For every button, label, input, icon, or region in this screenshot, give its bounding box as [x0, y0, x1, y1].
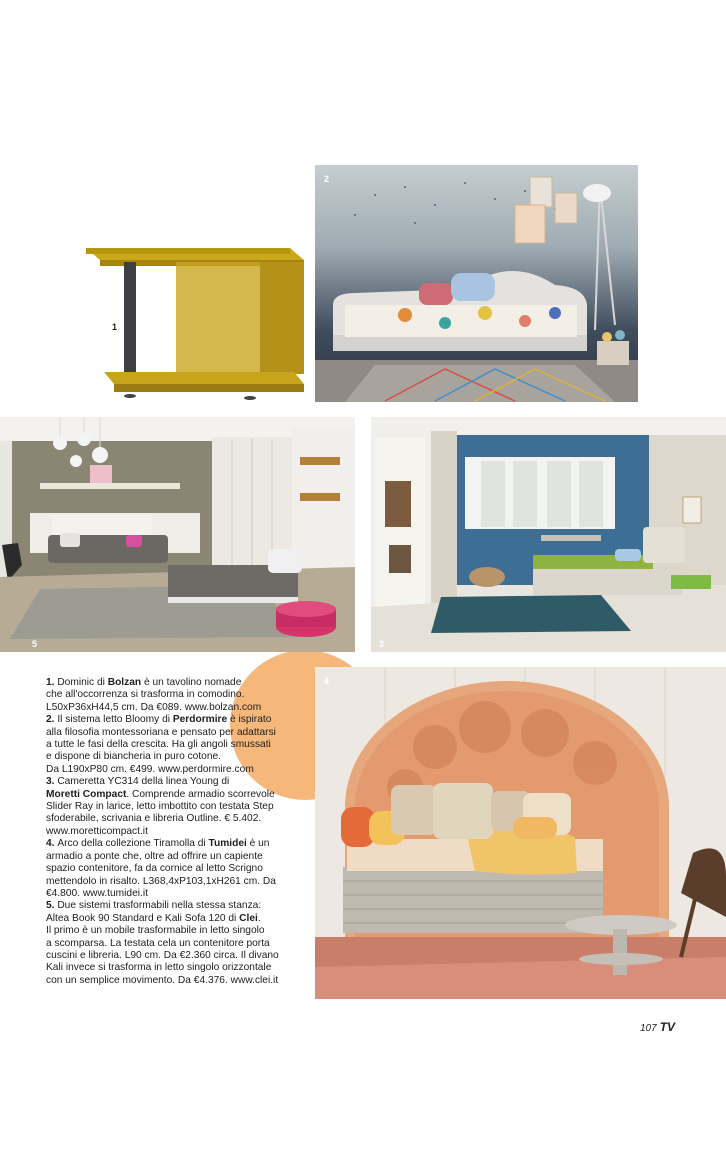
caption-line: 4. Arco della collezione Tiramolla di Tumidei è un [46, 838, 270, 850]
caption-line: armadio a ponte che, oltre ad offrire un capiente [46, 850, 263, 862]
caption-line: con un semplice movimento. Da €4.376. www.clei.it [46, 974, 279, 986]
photo-number: 4 [324, 676, 330, 686]
photo-number: 2 [324, 174, 330, 184]
caption-line: spazio contenitore, fa da cornice al letto Scrigno [46, 863, 263, 875]
brand-name: Moretti Compact [46, 788, 127, 800]
caption-line: Slider Ray in larice, letto imbottito con testata Step [46, 801, 274, 813]
photo-living-room-sofa [0, 417, 355, 652]
caption-line: Moretti Compact. Comprende armadio scorrevole [46, 788, 275, 800]
caption-line: e dispone di biancheria in puro cotone. [46, 751, 222, 763]
caption-line: cuscini e libreria. L90 cm. Da €2.360 circa. Il divano [46, 949, 279, 961]
brand-name: Perdormire [172, 714, 228, 726]
brand-name: Bolzan [107, 677, 142, 688]
caption-number: 1. [46, 677, 58, 688]
caption-line: mettendolo in risalto. L368,4xP103,1xH261 cm. Da [46, 875, 276, 887]
photo-number: 3 [379, 639, 385, 649]
caption-number: 4. [46, 838, 58, 850]
caption-line: €4.800. www.tumidei.it [46, 887, 148, 899]
caption-line: 2. Il sistema letto Bloomy di Perdormire è ispirato [46, 714, 272, 726]
caption-line: 5. Due sistemi trasformabili nella stessa stanza: [46, 900, 262, 912]
photo-blue-bedroom [371, 417, 726, 652]
photo-arch-daybed [315, 667, 726, 999]
caption-line: L50xP36xH44,5 cm. Da €089. www.bolzan.com [46, 701, 262, 713]
caption-line: Il primo è un mobile trasformabile in letto singolo [46, 925, 265, 937]
caption-line: che all'occorrenza si trasforma in comodino. [46, 689, 245, 701]
photo-number: 5 [32, 639, 38, 649]
caption-line: Altea Book 90 Standard e Kali Sofa 120 di Clei. [46, 912, 261, 924]
caption-line: a scomparsa. La testata cela un contenitore porta [46, 937, 270, 949]
caption-line: alla filosofia montessoriana e pensato per adattarsi [46, 726, 276, 738]
caption-line: Da L190xP80 cm. €499. www.perdormire.com [46, 763, 254, 775]
page-footer [640, 1020, 675, 1034]
caption-line: 3. Cameretta YC314 della linea Young di [46, 776, 230, 788]
magazine-logo: TV [659, 1020, 676, 1034]
caption-line: www.moretticompact.it [46, 825, 148, 837]
caption-line: 1. Dominic di Bolzan è un tavolino nomade [46, 677, 242, 688]
caption-line: a tutte le fasi della crescita. Ha gli angoli smussati [46, 739, 271, 751]
brand-name: Clei [239, 912, 258, 924]
caption-text [46, 677, 296, 987]
caption-line: Kali invece si trasforma in letto singolo orizzontale [46, 962, 272, 974]
caption-line: sfoderabile, scrivania e libreria Outline. € 5.402. [46, 813, 262, 825]
photo-number: 1 [112, 322, 118, 332]
page-number: 107 [640, 1023, 657, 1034]
photo-side-table [80, 218, 312, 408]
caption-number: 2. [46, 714, 58, 726]
caption-number: 5. [46, 900, 58, 912]
caption-number: 3. [46, 776, 58, 788]
brand-name: Tumidei [208, 838, 247, 850]
photo-daybed-mural [315, 165, 638, 402]
